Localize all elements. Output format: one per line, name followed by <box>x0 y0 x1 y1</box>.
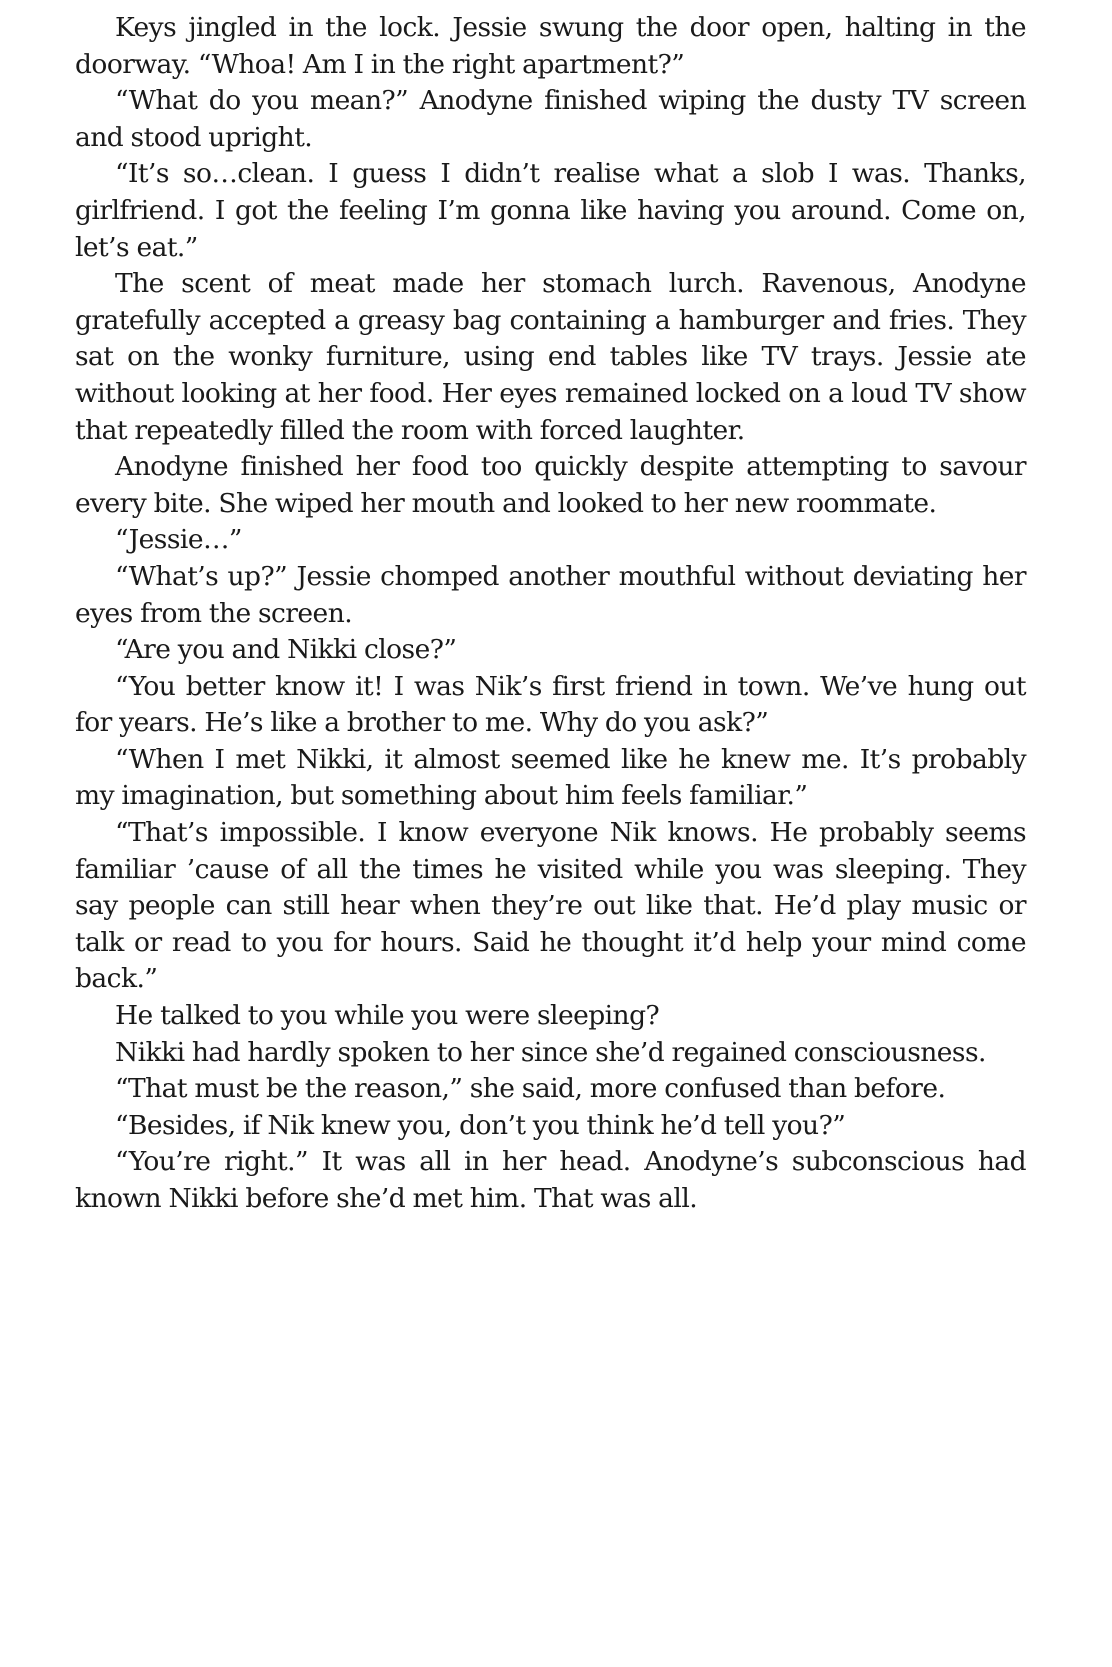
paragraph-13: Nikki had hardly spoken to her since she’d regained consciousness. <box>115 1036 986 1068</box>
paragraph-5: Anodyne finished her food too quickly despite attempting to savour every bite. She wiped her mouth and looked to her new roommate. <box>75 451 1026 519</box>
paragraph-4: The scent of meat made her stomach lurch. Ravenous, Anodyne gratefully accepted a greasy bag containing a hamburger and fries. They sat on the wonky furniture, using end tables like TV trays. Jessie ate without looking at her food. Her eyes remained locked on a loud TV show that repeatedly filled the room with forced laughter. <box>75 268 1026 446</box>
paragraph-2: “What do you mean?” Anodyne finished wiping the dusty TV screen and stood upright. <box>75 85 1026 153</box>
paragraph-8: “Are you and Nikki close?” <box>115 634 457 666</box>
paragraph-12: He talked to you while you were sleeping? <box>115 1000 660 1032</box>
paragraph-6: “Jessie…” <box>115 524 242 556</box>
paragraph-1: Keys jingled in the lock. Jessie swung the door open, halting in the doorway. “Whoa! Am I in the right apartment?” <box>75 12 1026 80</box>
paragraph-7: “What’s up?” Jessie chomped another mouthful without deviating her eyes from the screen. <box>75 560 1026 629</box>
paragraph-10: “When I met Nikki, it almost seemed like he knew me. It’s probably my imagination, but something about him feels familiar.” <box>75 743 1026 812</box>
paragraph-14: “That must be the reason,” she said, more confused than before. <box>115 1073 946 1105</box>
paragraph-15: “Besides, if Nik knew you, don’t you think he’d tell you?” <box>115 1109 846 1141</box>
page-body-text <box>75 10 1026 1218</box>
paragraph-11: “That’s impossible. I know everyone Nik knows. He probably seems familiar ’cause of all the times he visited while you was sleeping. They say people can still hear when they’re out like that. He’d play music or talk or read to you for hours. Said he thought it’d help your mind come back.” <box>75 817 1026 995</box>
paragraph-9: “You better know it! I was Nik’s first friend in town. We’ve hung out for years. He’s like a brother to me. Why do you ask?” <box>75 670 1026 739</box>
paragraph-3: “It’s so…clean. I guess I didn’t realise what a slob I was. Thanks, girlfriend. I got the feeling I’m gonna like having you around. Come on, let’s eat.” <box>75 158 1026 263</box>
paragraph-16: “You’re right.” It was all in her head. Anodyne’s subconscious had known Nikki before she’d met him. That was all. <box>75 1146 1026 1214</box>
